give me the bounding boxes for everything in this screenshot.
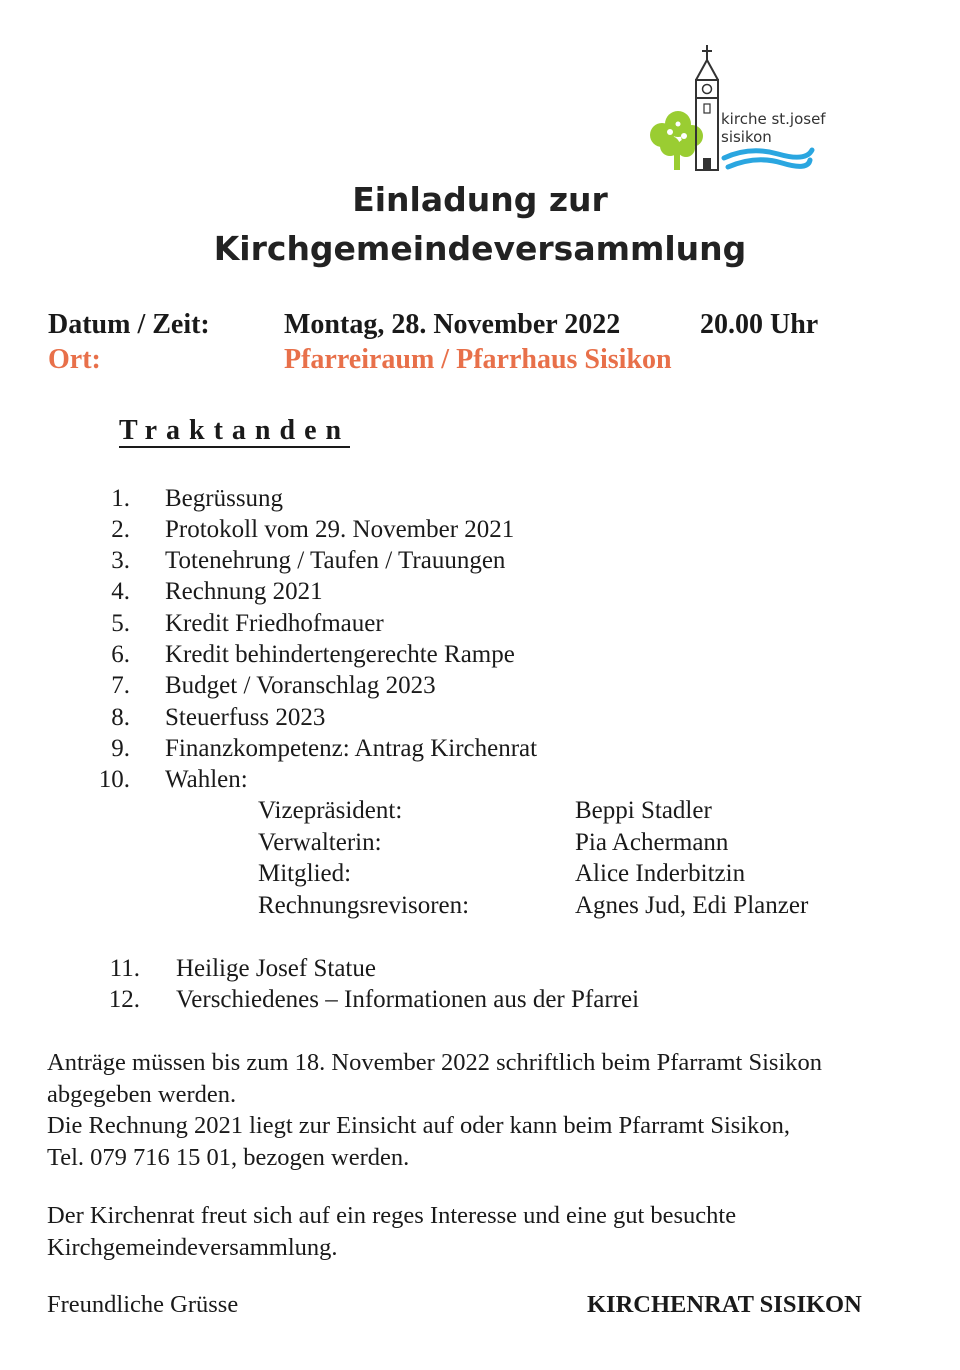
agenda-item-number: 4. (111, 578, 130, 605)
datum-label: Datum / Zeit: (48, 309, 210, 340)
datum-value: Montag, 28. November 2022 (284, 309, 621, 340)
notes-line: Die Rechnung 2021 liegt zur Einsicht auf oder kann beim Pfarramt Sisikon, (47, 1112, 791, 1139)
agenda-item-number: 1. (111, 485, 130, 512)
ort-value: Pfarreiraum / Pfarrhaus Sisikon (284, 344, 672, 375)
church-logo (640, 40, 840, 180)
agenda-item-text: Steuerfuss 2023 (165, 704, 326, 731)
greeting: Freundliche Grüsse (47, 1291, 239, 1318)
ort-label: Ort: (48, 344, 101, 375)
page-title-line2: Kirchgemeindeversammlung (213, 229, 747, 268)
agenda-item-text: Kredit Friedhofmauer (165, 610, 384, 637)
notes-line: Tel. 079 716 15 01, bezogen werden. (47, 1143, 410, 1171)
agenda-item-number: 12. (108, 986, 140, 1013)
closing-paragraph (47, 1200, 736, 1263)
logo-text-line2: sisikon (721, 128, 772, 146)
agenda-item-text: Heilige Josef Statue (176, 955, 376, 982)
page-title-line1: Einladung zur (352, 180, 608, 219)
agenda-item-number: 2. (111, 516, 130, 543)
agenda-item-number: 3. (111, 547, 130, 574)
agenda-item-text: Rechnung 2021 (165, 578, 323, 605)
traktanden-heading: Traktanden (119, 415, 351, 446)
agenda-item-text: Kredit behindertengerechte Rampe (165, 641, 515, 668)
agenda-item-number: 7. (111, 672, 130, 699)
agenda-item-text: Finanzkompetenz: Antrag Kirchenrat (165, 735, 538, 762)
agenda-item-text: Budget / Voranschlag 2023 (165, 672, 436, 699)
wahlen-name: Pia Achermann (575, 829, 729, 856)
closing-line: Kirchgemeindeversammlung. (47, 1233, 338, 1261)
agenda-item-number: 10. (98, 766, 130, 793)
zeit-value: 20.00 Uhr (700, 309, 819, 340)
wahlen-role: Rechnungsrevisoren: (258, 892, 470, 919)
agenda-item-number: 5. (111, 610, 130, 637)
wahlen-name: Beppi Stadler (575, 797, 712, 824)
wahlen-role: Verwalterin: (258, 829, 382, 856)
wahlen-name: Alice Inderbitzin (575, 860, 746, 887)
agenda-item-text: Wahlen: (165, 766, 248, 793)
logo-text-line1: kirche st.josef (721, 110, 826, 128)
signature: KIRCHENRAT SISIKON (587, 1291, 862, 1318)
agenda-item-number: 8. (111, 704, 130, 731)
agenda-item-text: Totenehrung / Taufen / Trauungen (165, 547, 506, 574)
agenda-item-text: Begrüssung (165, 485, 284, 512)
notes-line: Anträge müssen bis zum 18. November 2022 schriftlich beim Pfarramt Sisikon (47, 1049, 823, 1076)
agenda-item-text: Verschiedenes – Informationen aus der Pfarrei (176, 986, 640, 1013)
wahlen-role: Vizepräsident: (258, 797, 403, 824)
wahlen-name: Agnes Jud, Edi Planzer (575, 892, 809, 919)
closing-line: Der Kirchenrat freut sich auf ein reges Interesse und eine gut besuchte (47, 1202, 737, 1229)
wahlen-role: Mitglied: (258, 860, 352, 887)
notes-line: abgegeben werden. (47, 1080, 237, 1108)
agenda-item-number: 9. (111, 735, 130, 762)
agenda-item-text: Protokoll vom 29. November 2021 (165, 516, 515, 543)
agenda-item-number: 6. (111, 641, 130, 668)
agenda-item-number: 11. (109, 955, 140, 982)
notes-paragraph (47, 1047, 822, 1173)
